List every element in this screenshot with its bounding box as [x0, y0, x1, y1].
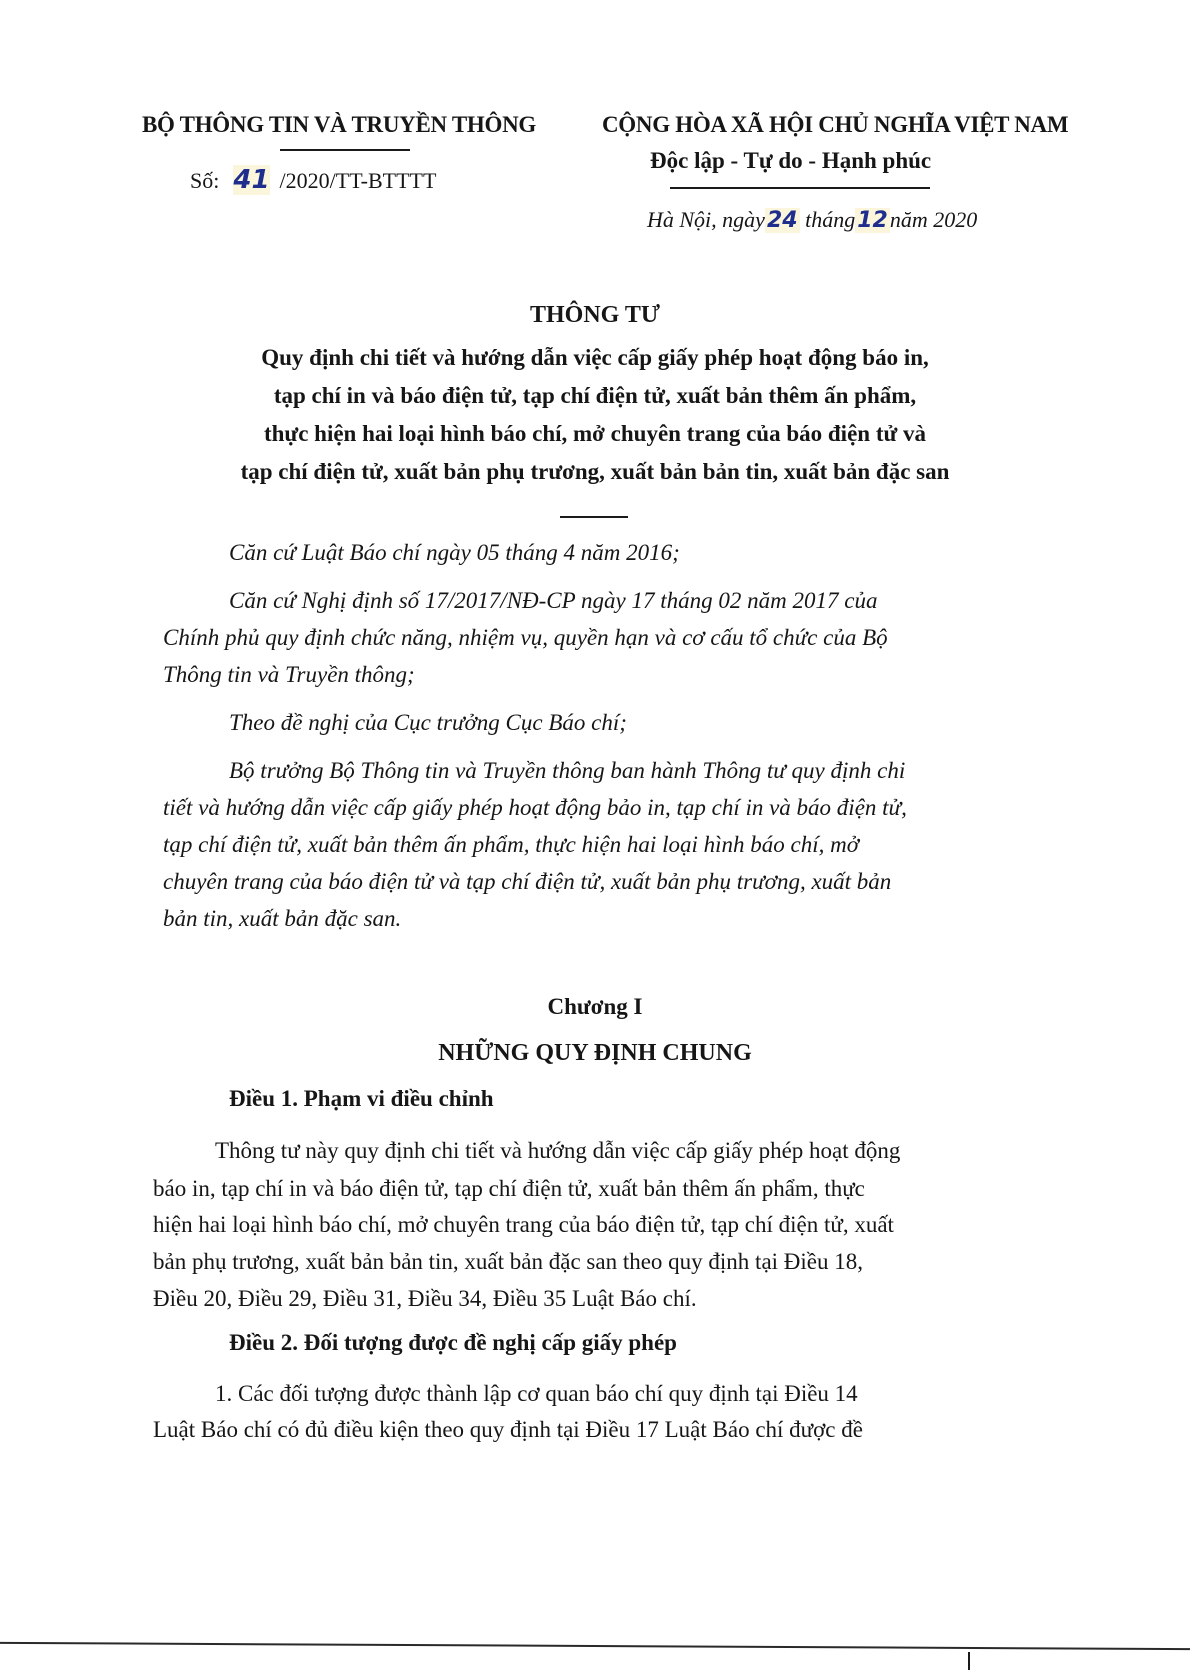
chapter-number: Chương I [547, 994, 643, 1019]
title-line: tạp chí in và báo điện tử, tạp chí điện tử, xuất bản thêm ấn phẩm, [273, 383, 917, 408]
preamble-line: Căn cứ Nghị định số 17/2017/NĐ-CP ngày 17 tháng 02 năm 2017 của [229, 588, 878, 613]
article-line: Thông tư này quy định chi tiết và hướng dẫn việc cấp giấy phép hoạt động [215, 1138, 901, 1163]
title-line: Quy định chi tiết và hướng dẫn việc cấp giấy phép hoạt động báo in, [261, 345, 929, 370]
ministry-underline [280, 149, 410, 151]
article-heading: Điều 2. Đối tượng được đề nghị cấp giấy phép [229, 1330, 677, 1355]
document-number [190, 165, 436, 195]
preamble-line: Chính phủ quy định chức năng, nhiệm vụ, quyền hạn và cơ cấu tổ chức của Bộ [163, 625, 888, 650]
number-suffix: /2020/TT-BTTTT [279, 168, 437, 193]
preamble-line: Căn cứ Luật Báo chí ngày 05 tháng 4 năm 2016; [229, 540, 680, 565]
handwritten-number: 41 [233, 165, 270, 195]
chapter-title: NHỮNG QUY ĐỊNH CHUNG [438, 1040, 752, 1066]
handwritten-day: 24 [766, 208, 798, 233]
place-and-date [647, 207, 977, 233]
place-prefix: Hà Nội, ngày [647, 207, 765, 232]
article-line: Điều 20, Điều 29, Điều 31, Điều 34, Điều 35 Luật Báo chí. [153, 1286, 697, 1311]
article-line: Luật Báo chí có đủ điều kiện theo quy định tại Điều 17 Luật Báo chí được đề [153, 1417, 863, 1442]
preamble-line: Theo đề nghị của Cục trưởng Cục Báo chí; [229, 710, 627, 735]
title-line: thực hiện hai loại hình báo chí, mở chuyên trang của báo điện tử và [263, 421, 927, 446]
article-line: bản phụ trương, xuất bản bản tin, xuất bản đặc san theo quy định tại Điều 18, [153, 1249, 864, 1274]
preamble-line: tiết và hướng dẫn việc cấp giấy phép hoạt động bảo in, tạp chí in và báo điện tử, [163, 795, 907, 820]
handwritten-month: 12 [857, 208, 888, 233]
document-type: THÔNG TƯ [529, 302, 661, 328]
preamble-line: tạp chí điện tử, xuất bản thêm ấn phẩm, thực hiện hai loại hình báo chí, mở [163, 832, 859, 857]
scan-edge-tick [968, 1652, 970, 1670]
preamble-line: bản tin, xuất bản đặc san. [163, 906, 402, 931]
national-motto: Độc lập - Tự do - Hạnh phúc [650, 148, 932, 173]
article-heading: Điều 1. Phạm vi điều chỉnh [229, 1086, 494, 1111]
article-line: 1. Các đối tượng được thành lập cơ quan báo chí quy định tại Điều 14 [215, 1381, 858, 1406]
motto-underline [670, 187, 930, 189]
year-text: năm 2020 [889, 207, 978, 232]
preamble-line: Bộ trưởng Bộ Thông tin và Truyền thông ban hành Thông tư quy định chi [229, 758, 906, 783]
number-prefix: Số: [190, 168, 220, 193]
preamble-line: Thông tin và Truyền thông; [163, 662, 415, 687]
issuing-ministry: BỘ THÔNG TIN VÀ TRUYỀN THÔNG [142, 112, 536, 137]
scan-edge-line [0, 1642, 1190, 1650]
preamble-line: chuyên trang của báo điện tử và tạp chí điện tử, xuất bản phụ trương, xuất bản [163, 869, 892, 894]
title-line: tạp chí điện tử, xuất bản phụ trương, xuất bản bản tin, xuất bản đặc san [240, 459, 950, 484]
article-line: báo in, tạp chí in và báo điện tử, tạp chí điện tử, xuất bản thêm ấn phẩm, thực [153, 1176, 865, 1201]
title-underline [560, 516, 628, 518]
article-line: hiện hai loại hình báo chí, mở chuyên trang của báo điện tử, tạp chí điện tử, xuất [153, 1212, 894, 1237]
national-title: CỘNG HÒA XÃ HỘI CHỦ NGHĨA VIỆT NAM [602, 112, 1069, 137]
month-label: tháng [805, 207, 856, 232]
